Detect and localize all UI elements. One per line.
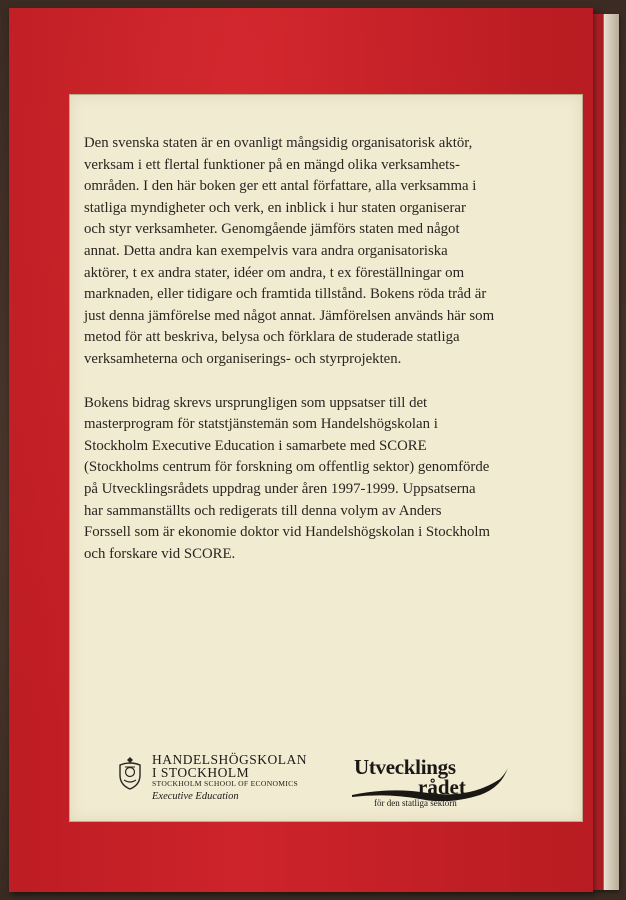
text-line: på Utvecklingsrådets uppdrag under åren 1997-1999. Uppsatserna bbox=[84, 480, 476, 497]
blurb-paragraph-1 bbox=[84, 133, 568, 371]
hhs-english-name: STOCKHOLM SCHOOL OF ECONOMICS bbox=[152, 779, 299, 788]
text-line: och styr verksamheter. Genomgående jämförs staten med något bbox=[84, 221, 460, 238]
hhs-name-line2: I STOCKHOLM bbox=[152, 765, 250, 780]
text-line: statliga myndigheter och verk, en inblick i hur staten organiserar bbox=[84, 199, 466, 216]
text-line: just denna jämförelse med något annat. Jämförelsen används här som bbox=[84, 307, 495, 324]
utvecklingsradet-logo bbox=[340, 755, 540, 815]
utvecklingsradet-word-2: rådet bbox=[418, 775, 466, 799]
text-line: aktörer, t ex andra stater, idéer om andra, t ex föreställningar om bbox=[84, 264, 465, 281]
hhs-logo bbox=[116, 753, 346, 813]
book-page-edge bbox=[593, 14, 619, 890]
blurb-paragraph-2 bbox=[84, 393, 568, 566]
text-line: metod för att beskriva, belysa och förklara de studerade statliga bbox=[84, 329, 460, 346]
text-line: annat. Detta andra kan exempelvis vara andra organisatoriska bbox=[84, 242, 448, 259]
book-back-cover bbox=[9, 8, 593, 892]
text-panel bbox=[69, 94, 583, 822]
hhs-executive-education: Executive Education bbox=[152, 791, 239, 802]
text-line: områden. I den här boken ger ett antal författare, alla verksamma i bbox=[84, 178, 477, 195]
text-line: Bokens bidrag skrevs ursprungligen som uppsatser till det bbox=[84, 394, 428, 411]
utvecklingsradet-word-1: Utvecklings bbox=[354, 755, 456, 779]
text-line: Den svenska staten är en ovanligt mångsidig organisatorisk aktör, bbox=[84, 135, 473, 151]
paragraph-gap bbox=[84, 371, 568, 393]
text-line: Forssell som är ekonomie doktor vid Handelshögskolan i Stockholm bbox=[84, 524, 491, 541]
utvecklingsradet-tagline: för den statliga sektorn bbox=[374, 798, 457, 808]
text-line: marknaden, eller tidigare och framtida tillstånd. Bokens röda tråd är bbox=[84, 286, 487, 303]
hhs-name-line1: HANDELSHÖGSKOLAN bbox=[152, 752, 307, 767]
text-line: verksamheterna och organiserings- och styrprojekten. bbox=[84, 350, 402, 367]
text-line: (Stockholms centrum för forskning om offentlig sektor) genomförde bbox=[84, 459, 490, 476]
blurb-text bbox=[84, 133, 568, 565]
text-line: masterprogram för statstjänstemän som Handelshögskolan i bbox=[84, 416, 438, 433]
hhs-wordmark bbox=[152, 753, 307, 805]
text-line: verksam i ett flertal funktioner på en mängd olika verksamhets- bbox=[84, 156, 460, 173]
text-line: har sammanställts och redigerats till denna volym av Anders bbox=[84, 502, 442, 519]
text-line: Stockholm Executive Education i samarbete med SCORE bbox=[84, 437, 427, 454]
text-line: och forskare vid SCORE. bbox=[84, 545, 236, 562]
crest-icon bbox=[116, 755, 144, 791]
